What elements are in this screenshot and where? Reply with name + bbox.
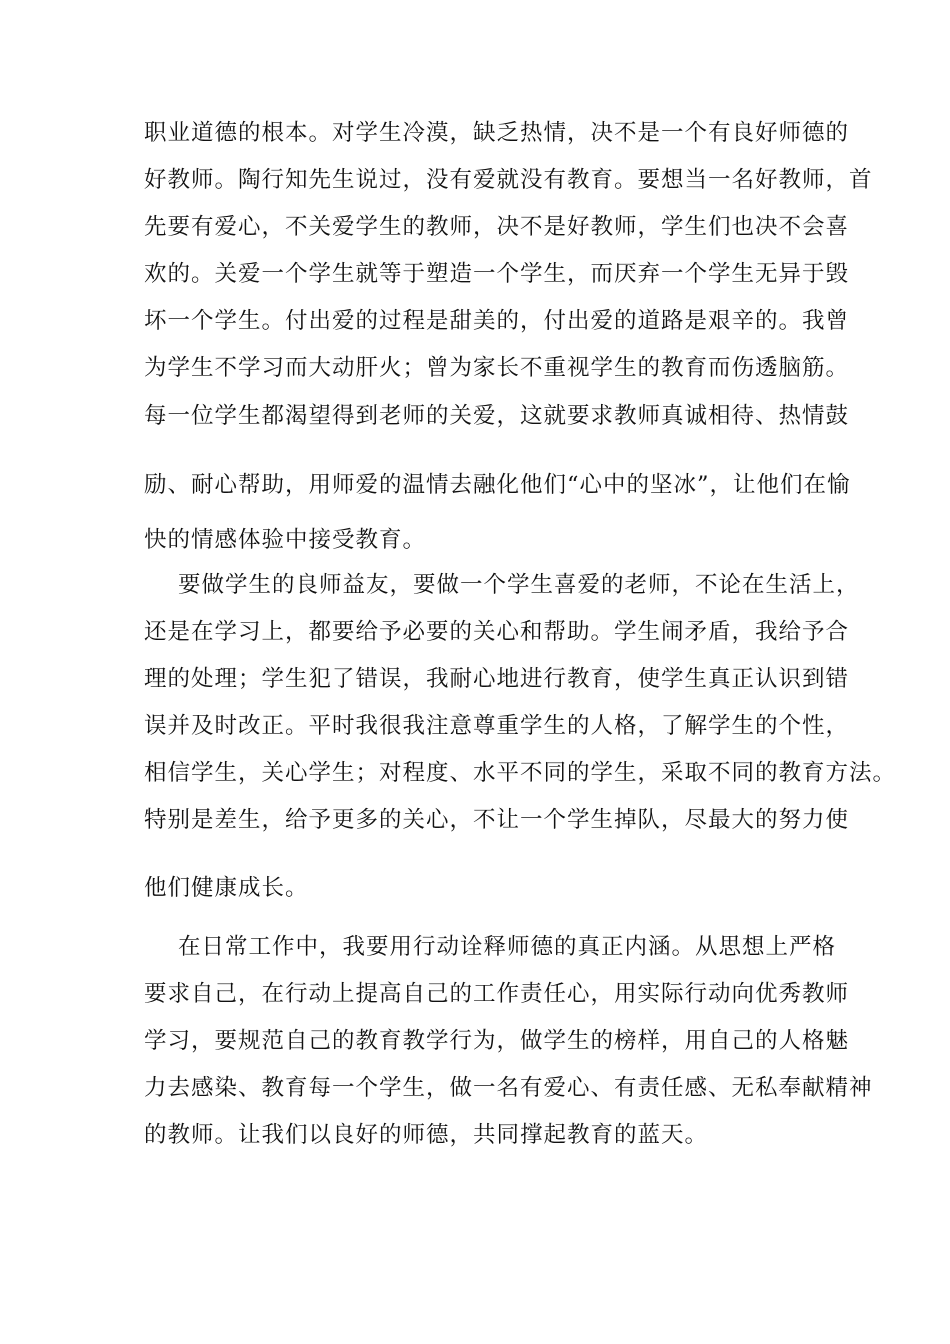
text-line: 的教师。让我们以良好的师德，共同撑起教育的蓝天。 [144,1122,709,1148]
paragraph-start-line: 在日常工作中，我要用行动诠释师德的真正内涵。从思想上严格 [178,934,837,960]
paragraph-start-line: 要做学生的良师益友，要做一个学生喜爱的老师，不论在生活上， [178,572,860,598]
text-line: 为学生不学习而大动肝火；曾为家长不重视学生的教育而伤透脑筋。 [144,355,850,381]
text-line: 误并及时改正。平时我很我注意尊重学生的人格，了解学生的个性， [144,713,850,739]
text-line: 相信学生，关心学生；对程度、水平不同的学生，采取不同的教育方法。 [144,760,897,786]
text-line: 每一位学生都渴望得到老师的关爱，这就要求教师真诚相待、热情鼓 [144,403,850,429]
text-line: 力去感染、教育每一个学生，做一名有爱心、有责任感、无私奉献精神 [144,1075,873,1101]
text-line: 快的情感体验中接受教育。 [144,527,427,553]
text-line: 他们健康成长。 [144,875,309,901]
text-line: 要求自己，在行动上提高自己的工作责任心，用实际行动向优秀教师 [144,981,850,1007]
text-line: 理的处理；学生犯了错误，我耐心地进行教育，使学生真正认识到错 [144,666,850,692]
text-line: 职业道德的根本。对学生冷漠，缺乏热情，决不是一个有良好师德的 [144,120,850,146]
text-line: 欢的。关爱一个学生就等于塑造一个学生，而厌弃一个学生无异于毁 [144,261,850,287]
text-line: 好教师。陶行知先生说过，没有爱就没有教育。要想当一名好教师，首 [144,167,873,193]
text-line: 励、耐心帮助，用师爱的温情去融化他们“心中的坚冰”，让他们在愉 [144,472,851,498]
text-line: 先要有爱心，不关爱学生的教师，决不是好教师，学生们也决不会喜 [144,214,850,240]
text-line: 特别是差生，给予更多的关心，不让一个学生掉队，尽最大的努力使 [144,807,850,833]
text-line: 学习，要规范自己的教育教学行为，做学生的榜样，用自己的人格魅 [144,1028,850,1054]
text-line: 还是在学习上，都要给予必要的关心和帮助。学生闹矛盾，我给予合 [144,619,850,645]
text-line: 坏一个学生。付出爱的过程是甜美的，付出爱的道路是艰辛的。我曾 [144,308,850,334]
